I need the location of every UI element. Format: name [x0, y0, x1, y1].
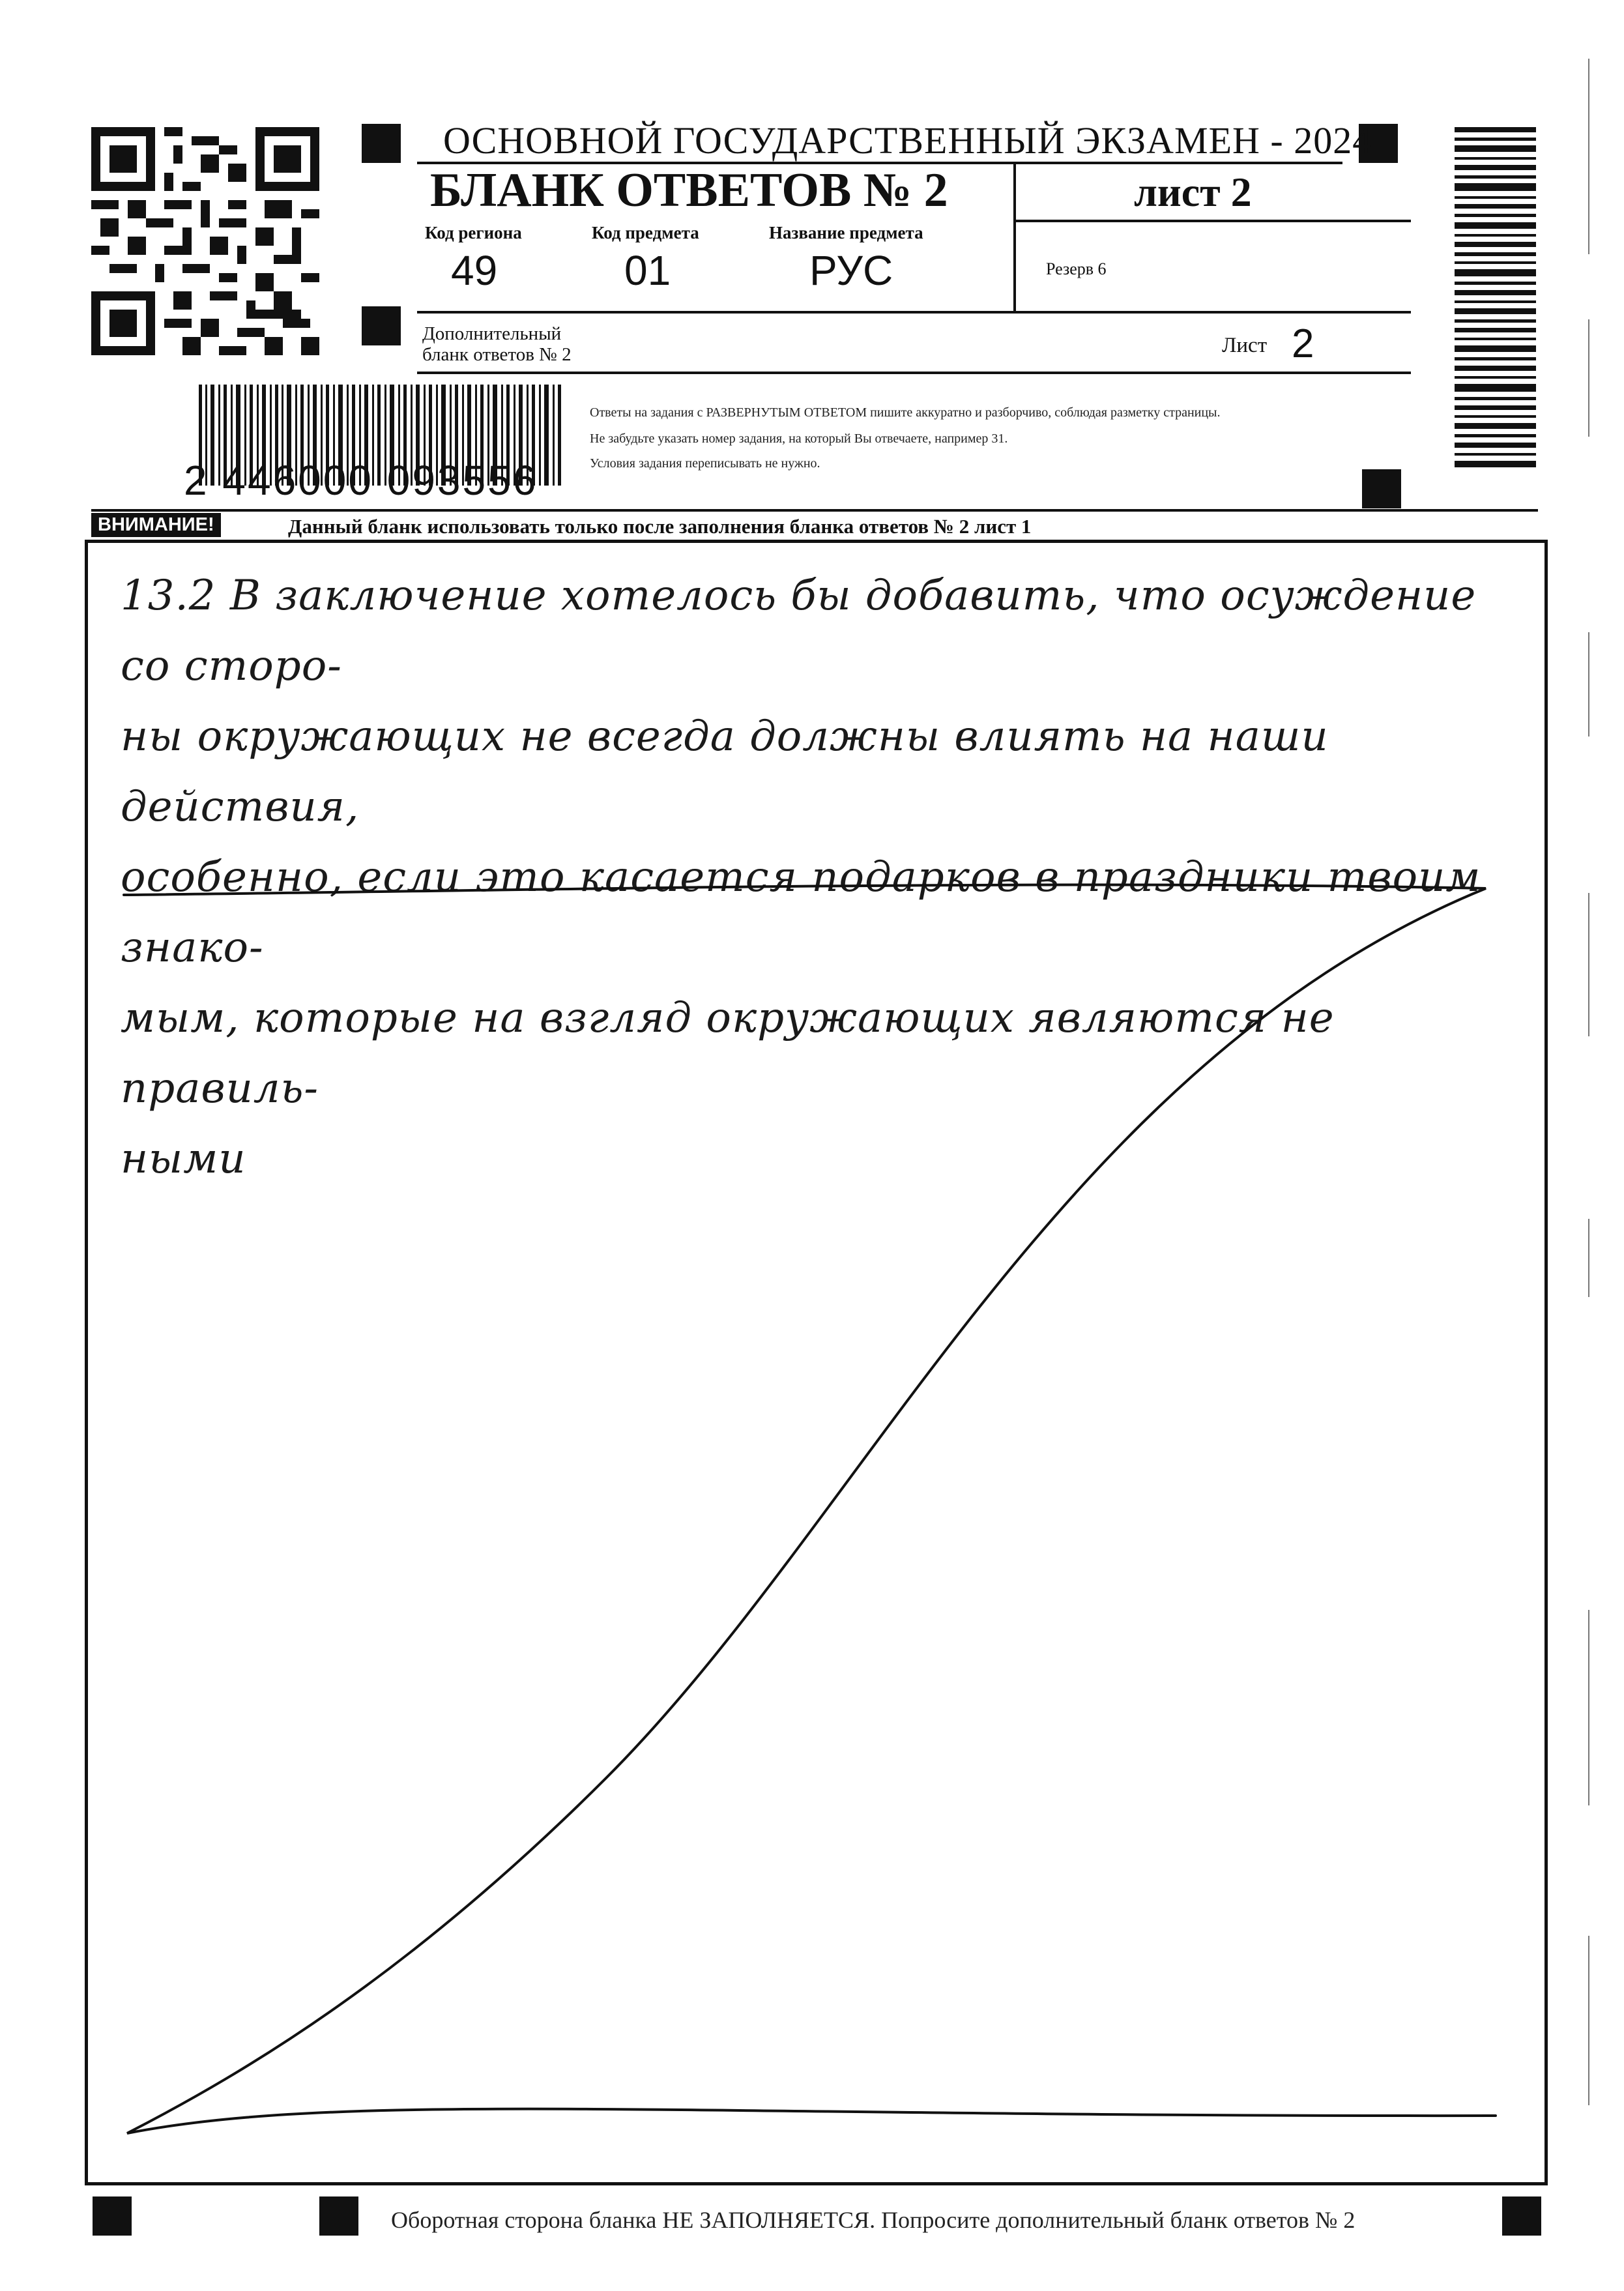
registration-marker-top-left: [362, 124, 401, 163]
divider: [417, 311, 1411, 314]
exam-title: ОСНОВНОЙ ГОСУДАРСТВЕННЫЙ ЭКЗАМЕН - 2024: [443, 119, 1372, 162]
subject-name-label: Название предмета: [769, 223, 923, 242]
attention-badge: ВНИМАНИЕ!: [91, 513, 221, 537]
additional-form-label-line1: Дополнительный: [422, 323, 562, 344]
side-barcode: [1455, 127, 1536, 473]
instruction-line: Условия задания переписывать не нужно.: [590, 456, 820, 471]
answer-line: 13.2 В заключение хотелось бы добавить, что осуждение со сторо-: [121, 572, 1477, 690]
subject-code-value: 01: [624, 247, 671, 294]
footer-notice: Оборотная сторона бланка НЕ ЗАПОЛНЯЕТСЯ. Попросите дополнительный бланк ответов № 2: [391, 2207, 1356, 2233]
qr-code: [91, 127, 319, 355]
sheet-label: лист 2: [1134, 169, 1252, 215]
form-title: БЛАНК ОТВЕТОВ № 2: [430, 164, 948, 217]
barcode-digits: 2 446000 093556: [184, 457, 538, 504]
subject-code-label: Код предмета: [592, 223, 699, 242]
additional-form-label: [422, 323, 637, 365]
divider: [417, 372, 1411, 374]
answer-line: особенно, если это касается подарков в праздники твоим знако-: [121, 853, 1481, 972]
instruction-line: Не забудьте указать номер задания, на который Вы отвечаете, например 31.: [590, 431, 1008, 446]
region-code-label: Код региона: [425, 223, 522, 242]
registration-marker-bottom-left: [93, 2196, 132, 2236]
instruction-line: Ответы на задания с РАЗВЕРНУТЫМ ОТВЕТОМ пишите аккуратно и разборчиво, соблюдая разметку страницы.: [590, 405, 1221, 420]
attention-text: Данный бланк использовать только после заполнения бланка ответов № 2 лист 1: [288, 515, 1032, 538]
reserve-label: Резерв 6: [1046, 259, 1107, 278]
z-strike-mark: [85, 540, 1548, 2185]
scan-edge-line: [1587, 46, 1591, 2216]
subject-name-value: РУС: [809, 247, 893, 294]
registration-marker-bottom-right: [1502, 2196, 1541, 2236]
additional-form-label-line2: бланк ответов № 2: [422, 344, 572, 365]
divider: [91, 509, 1538, 512]
answer-line: ны окружающих не всегда должны влиять на наши действия,: [121, 712, 1329, 831]
divider: [1013, 164, 1016, 311]
answer-line: ными: [121, 1135, 246, 1183]
registration-marker-mid-left: [362, 306, 401, 345]
answer-line: мым, которые на взгляд окружающих являются не правиль-: [121, 994, 1335, 1113]
divider: [1013, 220, 1411, 222]
registration-marker-bottom-mid: [319, 2196, 358, 2236]
region-code-value: 49: [451, 247, 498, 294]
list-number: 2: [1292, 321, 1314, 366]
list-label: Лист: [1222, 334, 1268, 357]
registration-marker-mid-right: [1362, 469, 1401, 508]
